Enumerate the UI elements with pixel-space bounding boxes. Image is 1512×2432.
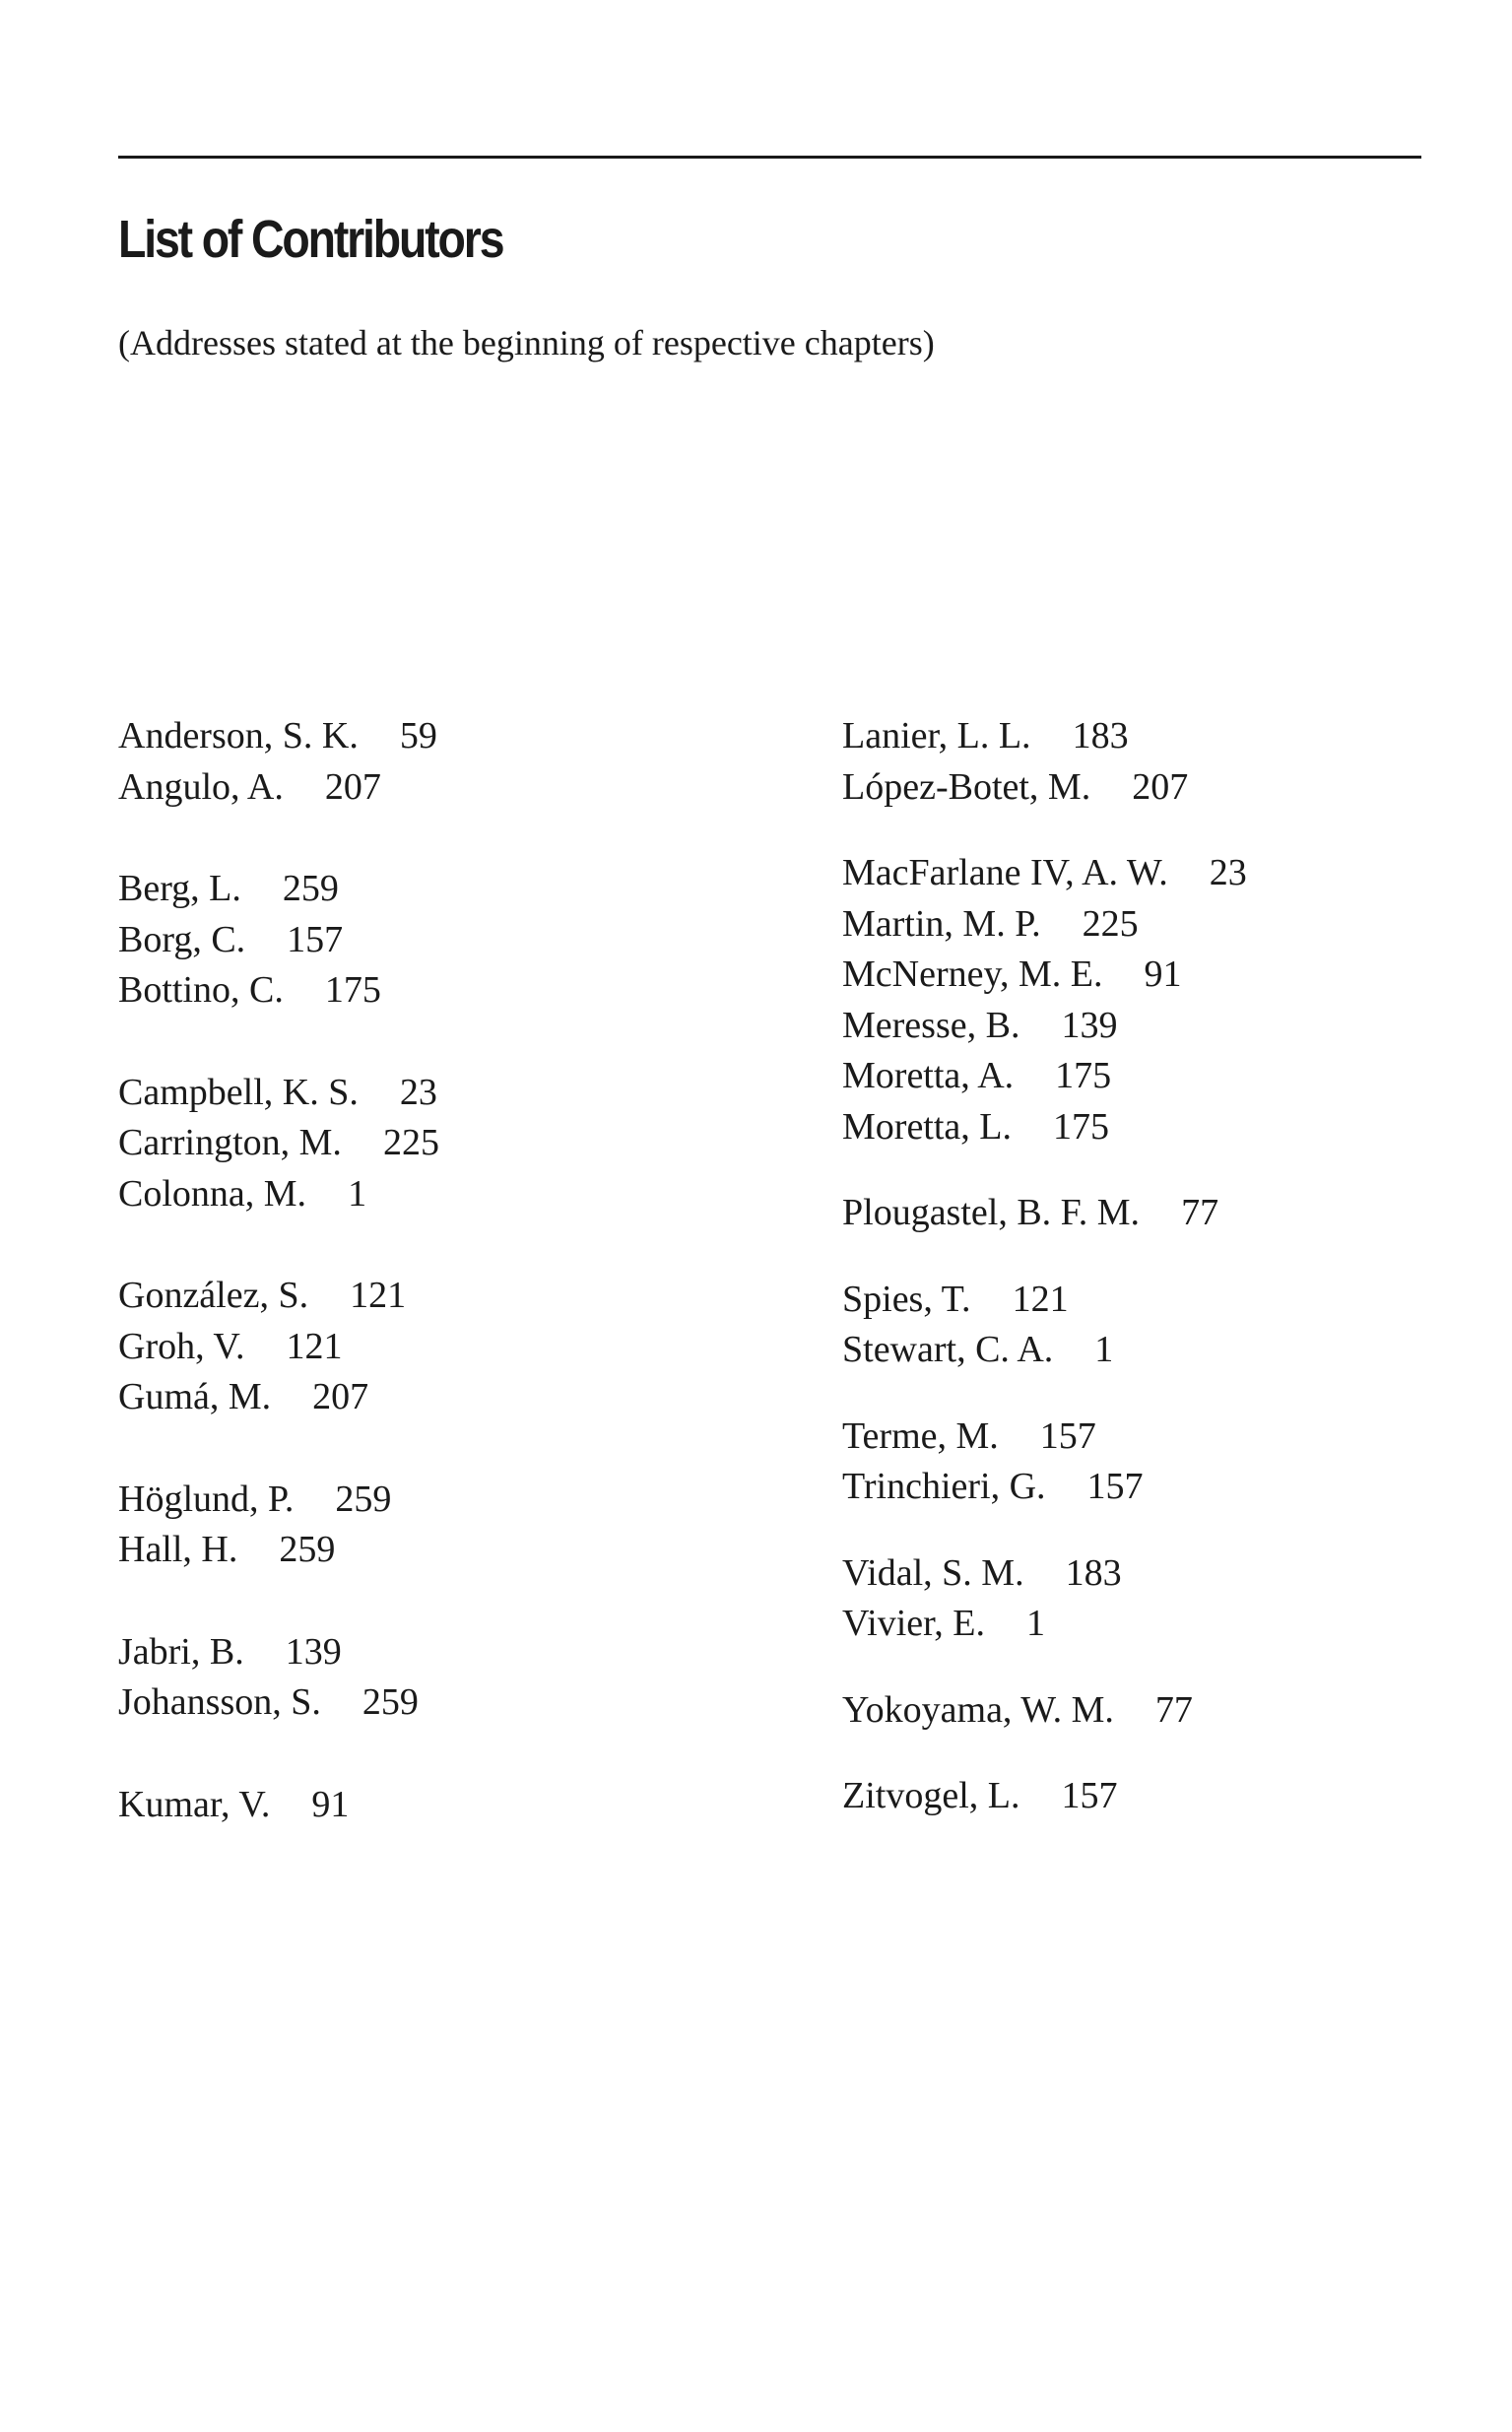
- contributor-group: [842, 711, 1247, 813]
- contributor-entry: [842, 1685, 1247, 1737]
- contributor-entry: [842, 950, 1247, 1001]
- contributor-group: [118, 1475, 439, 1576]
- contributor-name: Höglund, P.: [118, 1478, 295, 1520]
- contributor-name: González, S.: [118, 1275, 309, 1316]
- contributor-page-number: 225: [1082, 902, 1139, 945]
- contributor-name: Borg, C.: [118, 918, 246, 960]
- top-rule: [118, 156, 1421, 159]
- contributor-page-number: 139: [1061, 1004, 1118, 1046]
- contributor-group: [118, 1627, 439, 1729]
- contributor-entry: [842, 1102, 1247, 1153]
- contributor-entry: [842, 1548, 1247, 1600]
- contributor-entry: [842, 711, 1247, 762]
- contributor-entry: [842, 1599, 1247, 1650]
- contributor-page-number: 23: [1209, 852, 1247, 893]
- contributor-page-number: 77: [1154, 1688, 1193, 1731]
- page-title: List of Contributors: [118, 210, 503, 269]
- contributors-left-column: [118, 711, 439, 1881]
- contributor-page-number: 157: [1086, 1466, 1144, 1507]
- contributor-page-number: 23: [399, 1071, 437, 1113]
- contributor-group: [842, 1685, 1247, 1737]
- contributor-page-number: 91: [311, 1783, 350, 1825]
- contributor-entry: [118, 1169, 439, 1220]
- contributor-page-number: 175: [1053, 1105, 1110, 1148]
- contributor-name: McNerney, M. E.: [842, 953, 1103, 995]
- contributor-name: Berg, L.: [118, 868, 241, 909]
- contributor-name: Stewart, C. A.: [842, 1329, 1054, 1370]
- contributor-entry: [118, 762, 439, 814]
- contributor-name: Lanier, L. L.: [842, 715, 1031, 756]
- contributor-name: Carrington, M.: [118, 1122, 342, 1163]
- contributor-entry: [842, 1462, 1247, 1513]
- contributor-entry: [118, 711, 439, 762]
- contributor-entry: [118, 864, 439, 915]
- contributor-entry: [842, 1001, 1247, 1052]
- contributor-name: Angulo, A.: [118, 765, 284, 808]
- contributors-right-column: [842, 711, 1247, 1858]
- page-subtitle: (Addresses stated at the beginning of respective chapters): [118, 323, 935, 362]
- contributor-page-number: 259: [362, 1681, 419, 1723]
- contributor-page-number: 259: [335, 1478, 392, 1520]
- contributor-entry: [118, 1627, 439, 1678]
- contributor-entry: [118, 1372, 439, 1423]
- contributor-entry: [842, 1771, 1247, 1822]
- contributor-group: [842, 1188, 1247, 1239]
- contributor-name: Spies, T.: [842, 1278, 971, 1320]
- contributor-page-number: 175: [324, 969, 381, 1011]
- contributor-group: [118, 711, 439, 813]
- contributor-page-number: 1: [1094, 1329, 1114, 1370]
- contributor-page-number: 77: [1181, 1192, 1219, 1233]
- contributor-entry: [118, 965, 439, 1017]
- contributor-entry: [842, 899, 1247, 951]
- contributor-page-number: 175: [1055, 1055, 1112, 1096]
- contributor-page-number: 225: [382, 1122, 439, 1163]
- contributor-name: Johansson, S.: [118, 1681, 321, 1723]
- contributor-name: Hall, H.: [118, 1529, 238, 1570]
- contributor-entry: [118, 1322, 439, 1373]
- contributor-name: Groh, V.: [118, 1325, 245, 1367]
- contributor-page-number: 157: [1039, 1414, 1096, 1457]
- contributor-name: MacFarlane IV, A. W.: [842, 852, 1168, 893]
- contributor-page-number: 1: [1026, 1603, 1045, 1644]
- contributor-entry: [118, 1271, 439, 1322]
- contributor-page-number: 157: [287, 918, 344, 960]
- contributor-name: Gumá, M.: [118, 1376, 272, 1417]
- contributor-name: Martin, M. P.: [842, 902, 1041, 945]
- contributor-group: [118, 864, 439, 1017]
- contributor-entry: [118, 1475, 439, 1526]
- contributor-page-number: 139: [285, 1630, 342, 1673]
- contributor-entry: [842, 1275, 1247, 1326]
- contributor-name: Yokoyama, W. M.: [842, 1688, 1114, 1731]
- contributor-entry: [842, 1188, 1247, 1239]
- contributor-page-number: 121: [350, 1275, 407, 1316]
- contributor-group: [118, 1068, 439, 1220]
- contributor-entry: [118, 915, 439, 966]
- contributor-page-number: 121: [1012, 1278, 1069, 1320]
- contributor-entry: [118, 1118, 439, 1169]
- contributor-entry: [842, 848, 1247, 899]
- contributor-name: Plougastel, B. F. M.: [842, 1192, 1141, 1233]
- contributor-group: [842, 1275, 1247, 1376]
- contributor-page-number: 259: [282, 868, 339, 909]
- contributor-entry: [118, 1677, 439, 1729]
- contributor-entry: [118, 1780, 439, 1831]
- contributor-page-number: 183: [1072, 715, 1129, 756]
- contributor-name: Colonna, M.: [118, 1172, 307, 1215]
- contributor-name: Bottino, C.: [118, 969, 284, 1011]
- contributor-name: Zitvogel, L.: [842, 1775, 1020, 1816]
- contributor-name: Terme, M.: [842, 1414, 999, 1457]
- contributor-page-number: 183: [1065, 1551, 1122, 1594]
- contributor-name: Kumar, V.: [118, 1783, 271, 1825]
- contributor-page-number: 59: [399, 715, 437, 756]
- contributor-name: Anderson, S. K.: [118, 715, 359, 756]
- contributor-name: Vivier, E.: [842, 1603, 985, 1644]
- contributor-page-number: 91: [1144, 953, 1182, 995]
- contributor-entry: [842, 1051, 1247, 1102]
- contributor-name: López-Botet, M.: [842, 765, 1091, 808]
- contributor-group: [842, 848, 1247, 1152]
- contributor-group: [118, 1271, 439, 1423]
- contributor-entry: [842, 1412, 1247, 1463]
- contributor-page-number: 207: [312, 1376, 369, 1417]
- contributor-name: Vidal, S. M.: [842, 1551, 1024, 1594]
- contributor-name: Moretta, A.: [842, 1055, 1015, 1096]
- contributor-page-number: 1: [348, 1172, 367, 1215]
- contributor-entry: [118, 1525, 439, 1576]
- contributor-name: Jabri, B.: [118, 1630, 244, 1673]
- contributor-page-number: 207: [324, 765, 381, 808]
- contributor-name: Moretta, L.: [842, 1105, 1013, 1148]
- contributor-entry: [118, 1068, 439, 1119]
- contributor-group: [842, 1412, 1247, 1513]
- contributor-page-number: 157: [1061, 1775, 1118, 1816]
- contributor-entry: [842, 1325, 1247, 1376]
- contributor-name: Meresse, B.: [842, 1004, 1020, 1046]
- contributor-page-number: 207: [1132, 765, 1189, 808]
- contributor-name: Trinchieri, G.: [842, 1466, 1046, 1507]
- contributor-group: [842, 1548, 1247, 1650]
- contributor-name: Campbell, K. S.: [118, 1071, 359, 1113]
- contributor-page-number: 259: [279, 1529, 336, 1570]
- contributor-group: [842, 1771, 1247, 1822]
- contributor-group: [118, 1780, 439, 1831]
- contributor-entry: [842, 762, 1247, 814]
- contributor-page-number: 121: [286, 1325, 343, 1367]
